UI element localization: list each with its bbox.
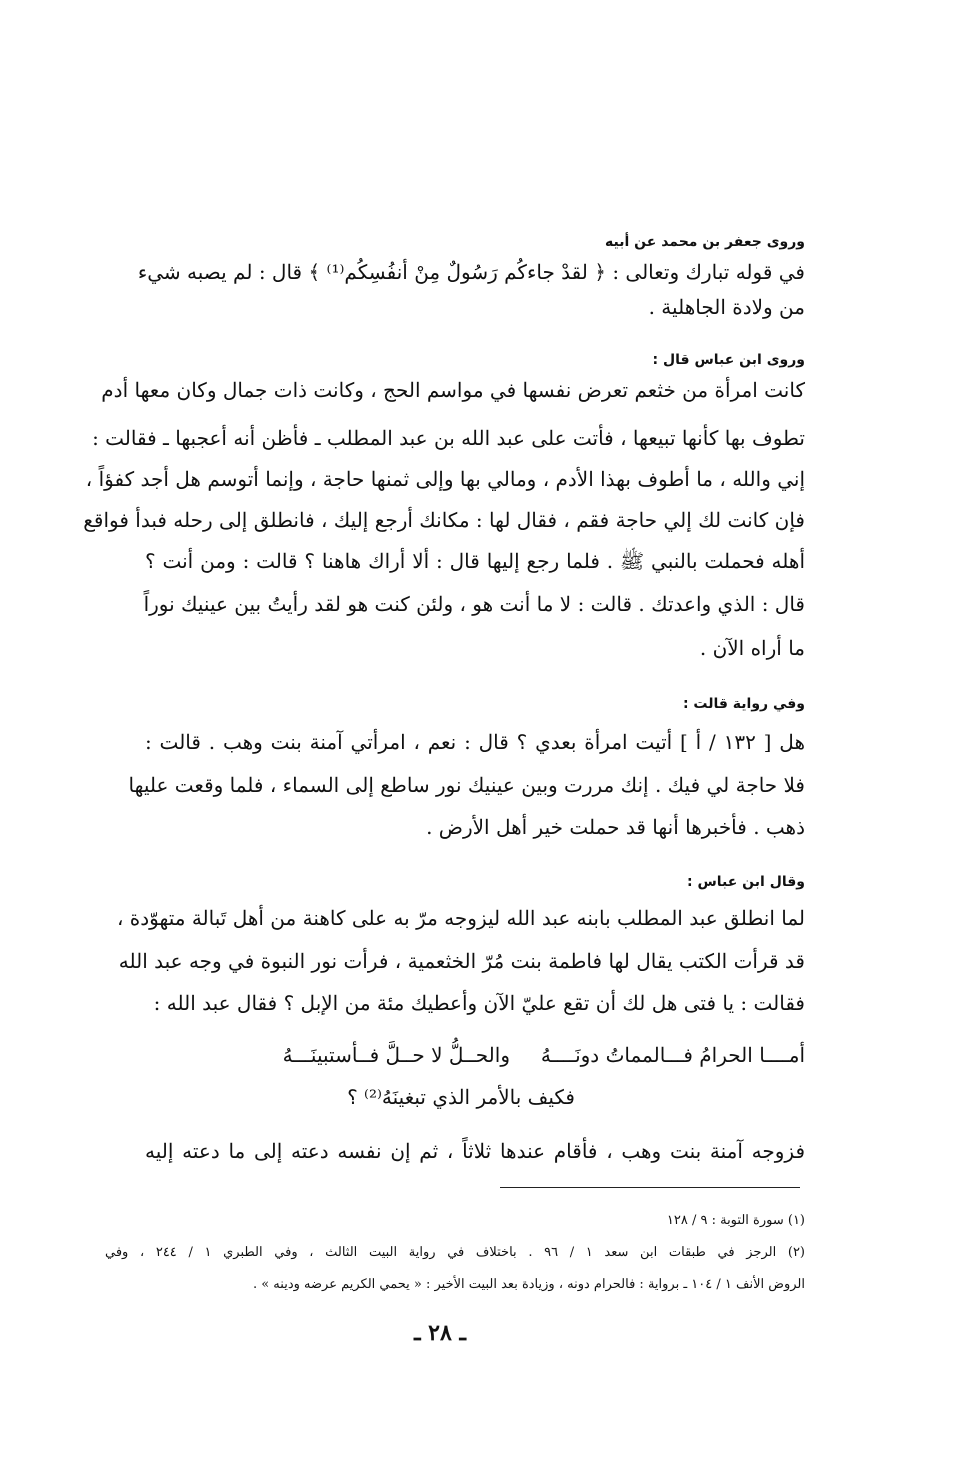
section-heading: وروى ابن عباس قال : bbox=[652, 352, 805, 368]
text-line: قد قرأت الكتب يقال لها فاطمة بنت مُرّ الخثعمية ، فرأت نور النبوة في وجه عبد الله bbox=[118, 949, 805, 973]
footnote: (٢) الرجز في طبقات ابن سعد ١ / ٩٦ . باختلاف في رواية البيت الثالث ، وفي الطبري ١ / ٢٤٤ ، وفي bbox=[105, 1245, 805, 1260]
footnote: (١) سورة التوبة : ٩ / ١٢٨ bbox=[666, 1213, 805, 1228]
text-line: فإن كانت لك إلي حاجة فقم ، فقال لها : مكانك أرجع إليك ، فانطلق إلى رحله فبدأ فواقع bbox=[83, 508, 805, 532]
footnote-separator bbox=[500, 1187, 800, 1188]
poem-hemistich: أمــــا الحرامُ فـــالمماتُ دونَــــهُ bbox=[540, 1043, 805, 1067]
poem-hemistich: فكيف بالأمر الذي تبغينَهُ⁽²⁾ ؟ bbox=[347, 1085, 575, 1109]
text-line: في قوله تبارك وتعالى : ﴿ لقدْ جاءكُم رَسُولٌ مِنْ أنفُسِكُم⁽¹⁾ ﴾ قال : لم يصبه شيء bbox=[137, 260, 805, 284]
poem-hemistich: والحــلُّ لا حــلَّ فــأستبينَـــهُ bbox=[282, 1043, 510, 1067]
text-line: فزوجه آمنة بنت وهب ، فأقام عندها ثلاثاً ، ثم إن نفسه دعته إلى ما دعته إليه bbox=[145, 1139, 805, 1163]
text-line: هل [ ١٣٢ / أ ] أتيت امرأة بعدي ؟ قال : نعم ، امرأتي آمنة بنت وهب . قالت : bbox=[145, 730, 805, 754]
text-line: ما أراه الآن . bbox=[699, 636, 805, 660]
page-number: ـ ٢٨ ـ bbox=[414, 1320, 466, 1346]
text-line: فلا حاجة لي فيك . إنك مررت وبين عينيك نور ساطع إلى السماء ، فلما وقعت عليها bbox=[128, 773, 805, 797]
text-line: فقالت : يا فتى هل لك أن تقع عليّ الآن وأعطيك مئة من الإبل ؟ فقال عبد الله : bbox=[153, 991, 805, 1015]
text-line: ذهب . فأخبرها أنها قد حملت خير أهل الأرض . bbox=[426, 815, 805, 839]
section-heading: وروى جعفر بن محمد عن أبيه bbox=[605, 234, 805, 250]
text-line: من ولادة الجاهلية . bbox=[648, 295, 805, 319]
section-heading: وقال ابن عباس : bbox=[686, 874, 805, 890]
footnote: الروض الأنف ١ / ١٠٤ ـ برواية : فالحرام دونه ، وزيادة بعد البيت الأخير : « يحمي الكريم عرضه ودينه » . bbox=[252, 1277, 805, 1292]
text-line: قال : الذي واعدتك . قالت : لا ما أنت هو ، ولئن كنت هو لقد رأيتُ بين عينيك نوراً bbox=[143, 592, 805, 616]
text-line: لما انطلق عبد المطلب بابنه عبد الله ليزوجه مرّ به على كاهنة من أهل تَبالة متهوّدة ، bbox=[116, 906, 805, 930]
text-line: كانت امرأة من خثعم تعرض نفسها في مواسم الحج ، وكانت ذات جمال وكان معها أدم bbox=[101, 378, 805, 402]
text-line: أهله فحملت بالنبي ﷺ . فلما رجع إليها قال : ألا أراك هاهنا ؟ قالت : ومن أنت ؟ bbox=[145, 549, 805, 573]
text-line: تطوف بها كأنها تبيعها ، فأتت على عبد الله بن عبد المطلب ـ فأظن أنه أعجبها ـ فقالت : bbox=[92, 426, 805, 450]
section-heading: وفي رواية قالت : bbox=[682, 696, 805, 712]
text-line: إني والله ، ما أطوف بهذا الأدم ، ومالي بها وإلى ثمنها حاجة ، وإنما أتوسم هل أجد كفؤاً ، bbox=[85, 467, 805, 491]
